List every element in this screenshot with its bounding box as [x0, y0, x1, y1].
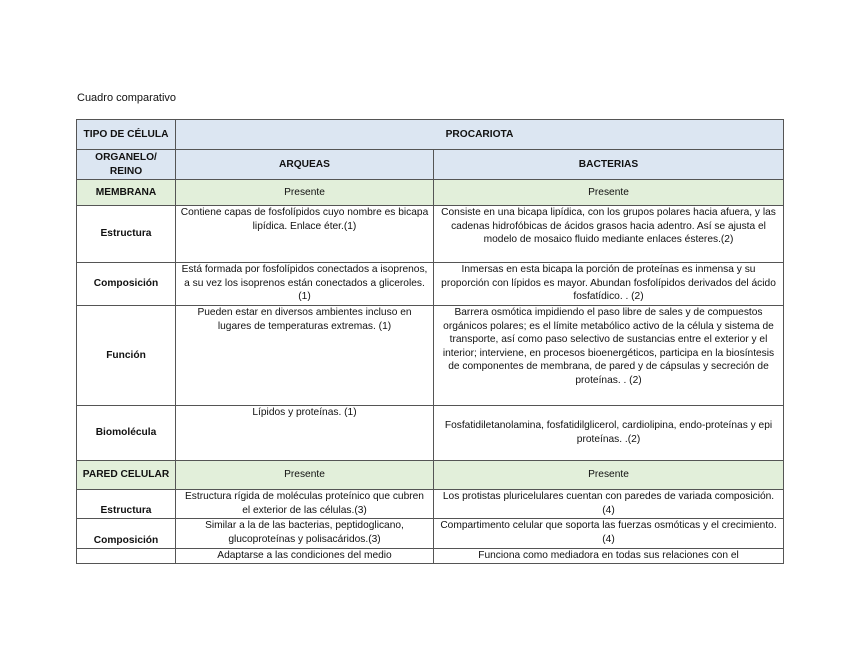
pared-celular-section-label: PARED CELULAR — [77, 461, 176, 490]
pared-arqueas-cell: Presente — [176, 461, 434, 490]
document-caption: Cuadro comparativo — [77, 92, 177, 104]
membrana-estructura-arqueas: Contiene capas de fosfolípidos cuyo nombre es bicapa lipídica. Enlace éter.(1) — [176, 206, 434, 263]
table-row — [77, 406, 784, 461]
table-row — [77, 206, 784, 263]
table-row — [77, 180, 784, 206]
row-label-composicion: Composición — [77, 519, 176, 549]
row-label-estructura: Estructura — [77, 206, 176, 263]
membrana-composicion-bacterias: Inmersas en esta bicapa la porción de proteínas es inmensa y su proporción con lípidos es mayor. Abundan fosfolípidos derivados del ácido fosfatídico. . (2) — [434, 263, 784, 306]
row-label-funcion: Función — [77, 306, 176, 406]
membrana-biomolecula-arqueas: Lípidos y proteínas. (1) — [176, 406, 434, 461]
membrana-funcion-bacterias: Barrera osmótica impidiendo el paso libre de sales y de compuestos orgánicos polares; es el límite metabólico activo de la célula y sistema de transporte, así como paso selectivo de sustancias entre el exterior y el interior; interviene, en procesos bioenergéticos, participa en la biosíntesis de componentes de membrana, de pared y de cápsulas y secreción de proteínas. . (2) — [434, 306, 784, 406]
row-label-biomolecula: Biomolécula — [77, 406, 176, 461]
row-label-empty — [77, 549, 176, 564]
pared-funcion-arqueas: Adaptarse a las condiciones del medio — [176, 549, 434, 564]
procariota-header: PROCARIOTA — [176, 120, 784, 150]
pared-funcion-bacterias: Funciona como mediadora en todas sus relaciones con el — [434, 549, 784, 564]
table-row — [77, 461, 784, 490]
row-label-composicion: Composición — [77, 263, 176, 306]
table-row — [77, 150, 784, 180]
tipo-celula-label: TIPO DE CÉLULA — [77, 120, 176, 150]
arqueas-header: ARQUEAS — [176, 150, 434, 180]
table-row — [77, 120, 784, 150]
membrana-bacterias-cell: Presente — [434, 180, 784, 206]
bacterias-header: BACTERIAS — [434, 150, 784, 180]
comparison-table — [76, 119, 784, 564]
membrana-funcion-arqueas: Pueden estar en diversos ambientes incluso en lugares de temperaturas extremas. (1) — [176, 306, 434, 406]
table-row — [77, 263, 784, 306]
pared-estructura-bacterias: Los protistas pluricelulares cuentan con paredes de variada composición.(4) — [434, 490, 784, 519]
membrana-biomolecula-bacterias: Fosfatidiletanolamina, fosfatidilglicerol, cardiolipina, endo-proteínas y epi proteínas. .(2) — [434, 406, 784, 461]
membrana-composicion-arqueas: Está formada por fosfolípidos conectados a isoprenos, a su vez los isoprenos están conectados a gliceroles. (1) — [176, 263, 434, 306]
pared-composicion-arqueas: Similar a la de las bacterias, peptidoglicano, glucoproteínas y polisacáridos.(3) — [176, 519, 434, 549]
membrana-section-label: MEMBRANA — [77, 180, 176, 206]
pared-bacterias-cell: Presente — [434, 461, 784, 490]
table-row — [77, 306, 784, 406]
pared-estructura-arqueas: Estructura rígida de moléculas proteínico que cubren el exterior de las células.(3) — [176, 490, 434, 519]
table-row — [77, 519, 784, 549]
row-label-estructura: Estructura — [77, 490, 176, 519]
membrana-arqueas-cell: Presente — [176, 180, 434, 206]
pared-composicion-bacterias: Compartimento celular que soporta las fuerzas osmóticas y el crecimiento.(4) — [434, 519, 784, 549]
table-row — [77, 490, 784, 519]
table-row — [77, 549, 784, 564]
organelo-reino-label: ORGANELO/ REINO — [77, 150, 176, 180]
membrana-estructura-bacterias: Consiste en una bicapa lipídica, con los grupos polares hacia afuera, y las cadenas hidrofóbicas de ácidos grasos hacia adentro. Así se ajusta el modelo de mosaico fluido mediante enlaces ésteres.(2) — [434, 206, 784, 263]
